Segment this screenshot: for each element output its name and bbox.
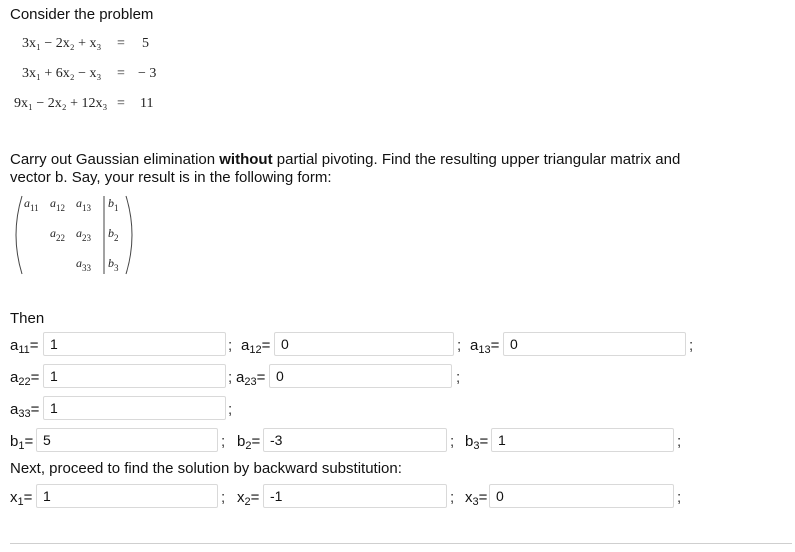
separator: ;	[456, 369, 461, 386]
equation-2-rhs: − 3	[138, 66, 157, 81]
separator: ;	[450, 433, 455, 450]
b1-input[interactable]: 5	[36, 428, 218, 452]
instructions-bold: without	[219, 151, 273, 168]
equation-2-lhs: 3x₁ + 6x₂ − x₃	[22, 66, 102, 81]
matrix-a12: $a_{12}$	[50, 196, 65, 213]
matrix-b3: $b_3$	[108, 256, 119, 273]
matrix-a13: $a_{13}$	[76, 196, 91, 213]
a23-input[interactable]: 0	[269, 364, 452, 388]
matrix-b1: $b_1$	[108, 196, 119, 213]
b1-label: $b_1=$	[10, 433, 34, 452]
a33-label: $a_{33}=$	[10, 401, 40, 420]
equation-1-lhs: 3x₁ − 2x₂ + x₃	[22, 36, 102, 51]
matrix-a23: $a_{23}$	[76, 226, 91, 243]
equation-1-rel: =	[117, 36, 125, 51]
equation-1-rhs: 5	[142, 36, 149, 51]
a11-label: $a_{11}=$	[10, 337, 39, 356]
separator: ;	[457, 337, 462, 354]
equation-3-lhs: 9x₁ − 2x₂ + 12x₃	[14, 96, 108, 111]
a23-label: $a_{23}=$	[236, 369, 266, 388]
x2-input[interactable]: -1	[263, 484, 447, 508]
matrix-a22: $a_{22}$	[50, 226, 65, 243]
separator: ;	[221, 433, 226, 450]
x1-input[interactable]: 1	[36, 484, 218, 508]
a33-input[interactable]: 1	[43, 396, 226, 420]
matrix-a33: $a_{33}$	[76, 256, 91, 273]
separator: ;	[228, 369, 233, 386]
equation-2-rel: =	[117, 66, 125, 81]
a22-input[interactable]: 1	[43, 364, 226, 388]
x1-label: $x_1=$	[10, 489, 33, 508]
separator: ;	[677, 489, 682, 506]
b3-input[interactable]: 1	[491, 428, 674, 452]
bottom-divider	[10, 543, 792, 544]
then-label: Then	[10, 310, 45, 327]
a12-label: $a_{12}=$	[241, 337, 271, 356]
b2-label: $b_2=$	[237, 433, 261, 452]
equation-3-rel: =	[117, 96, 125, 111]
a13-label: $a_{13}=$	[470, 337, 500, 356]
instructions-line-1	[10, 151, 680, 168]
separator: ;	[221, 489, 226, 506]
x3-label: $x_3=$	[465, 489, 488, 508]
intro-text: Consider the problem	[10, 6, 154, 23]
separator: ;	[677, 433, 682, 450]
matrix-b2: $b_2$	[108, 226, 119, 243]
b3-label: $b_3=$	[465, 433, 489, 452]
a13-input[interactable]: 0	[503, 332, 686, 356]
a22-label: $a_{22}=$	[10, 369, 40, 388]
b2-input[interactable]: -3	[263, 428, 447, 452]
instructions-line-2: vector b. Say, your result is in the following form:	[10, 169, 332, 186]
instructions-part-1: Carry out Gaussian elimination	[10, 151, 220, 168]
separator: ;	[689, 337, 694, 354]
next-text: Next, proceed to find the solution by backward substitution:	[10, 460, 402, 477]
separator: ;	[228, 337, 233, 354]
matrix-a11: $a_{11}$	[24, 196, 39, 213]
separator: ;	[450, 489, 455, 506]
x3-input[interactable]: 0	[489, 484, 674, 508]
equation-3-rhs: 11	[140, 96, 154, 111]
separator: ;	[228, 401, 233, 418]
x2-label: $x_2=$	[237, 489, 260, 508]
a12-input[interactable]: 0	[274, 332, 454, 356]
a11-input[interactable]: 1	[43, 332, 226, 356]
instructions-part-2: partial pivoting. Find the resulting upper triangular matrix and	[272, 151, 681, 168]
